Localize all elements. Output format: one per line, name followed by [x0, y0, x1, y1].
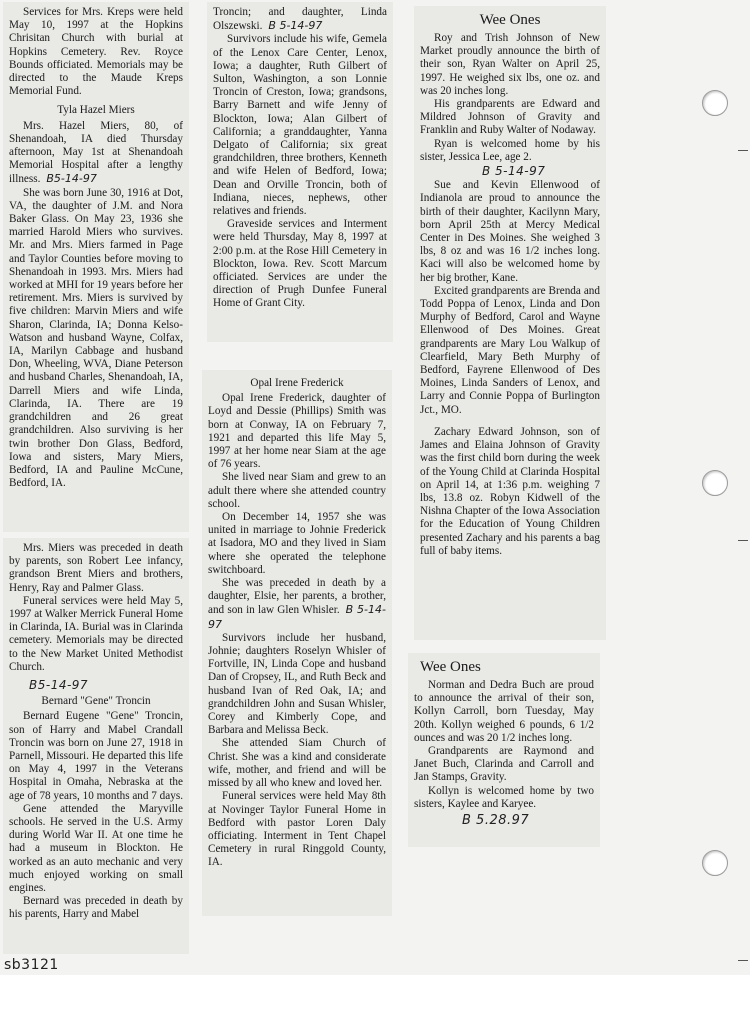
handwritten-date: B 5.28.97 — [462, 813, 530, 829]
handwritten-date: B 5-14-97 — [268, 19, 323, 33]
kreps-services-paragraph: Services for Mrs. Kreps were held May 10, 1997 at the Hopkins Chrisitan Church with burial at Hopkins Cemetery. Rev. Royce Bounds officiated. Memorials may be directed to the Maude Kreps Memorial Fund. — [9, 6, 183, 98]
binder-hole-top — [702, 90, 728, 116]
frederick-school-paragraph: She lived near Siam and grew to an adult there where she attended country school. — [208, 471, 386, 510]
handwritten-date: B 5-14-97 — [208, 603, 386, 631]
frederick-church-paragraph: She attended Siam Church of Christ. She was a kind and considerate wife, mother, and friend and will be missed by all who knew and loved her. — [208, 737, 386, 790]
binder-hole-middle — [702, 470, 728, 496]
obituary-title: Tyla Hazel Miers — [57, 104, 135, 117]
obituary-title: Bernard "Gene" Troncin — [41, 695, 151, 708]
clipping-frederick-obituary — [202, 370, 392, 916]
johnson-grandparents-paragraph: His grandparents are Edward and Mildred Johnson of Gravity and Franklin and Ruby Walter of Nodaway. — [420, 98, 600, 137]
ellenwood-grandparents-paragraph: Excited grandparents are Brenda and Todd Poppa of Lenox, Linda and Don Murphy of Bedford, Carol and Wayne Ellenwood of Des Moines. Great grandparents are Mary Lou Walkup of Clearfield, Mary Beth Murphy of Bedford, Fayrene Ellenwood of Des Moines, Linda Sanders of Lenox, and Larry and Connie Poppa of Burlington Jct., MO. — [420, 284, 600, 416]
binder-hole-bottom — [702, 850, 728, 876]
page-reference-mark: sb3121 — [4, 957, 59, 973]
troncin-survivors-paragraph: Survivors include his wife, Gemela of the Lenox Care Center, Lenox, Iowa; a daughter, Ruth Gilbert of Sulton, Washington, a son Lonnie Troncin of Creston, Iowa; grandsons, Barry Barnett and wife Jenny of Blockton, Iowa; Alan Gilbert of California; a granddaughter, Yanna Delgato of California; six great grandchildren, three brothers, Kenneth and wife Helen of Bedford, Iowa; Dean and Orville Troncin, both of Indiana, nieces, nephews, other relatives and friends. — [213, 33, 387, 218]
clipping-miers-obituary — [3, 2, 189, 532]
troncin-preceded-paragraph: Bernard was preceded in death by his parents, Harry and Mabel — [9, 895, 183, 921]
section-heading: Wee Ones — [420, 659, 481, 675]
buch-grandparents-paragraph: Grandparents are Raymond and Janet Buch, Clarinda and Carroll and Jan Stamps, Gravity. — [414, 745, 594, 784]
clipping-wee-ones-2 — [408, 653, 600, 847]
frederick-preceded-paragraph: She was preceded in death by a daughter, Elsie, her parents, a brother, and son in law Glen Whisler. B 5-14-97 — [208, 577, 386, 631]
troncin-birth-paragraph: Bernard Eugene "Gene" Troncin, son of Harry and Mabel Crandall Troncin was born on June 27, 1918 in Parnell, Missouri. He departed this life on May 4, 1997 in the Veterans Hospital in Omaha, Nebraska at the age of 78 years, 10 months and 7 days. — [9, 710, 183, 802]
frederick-marriage-paragraph: On December 14, 1957 she was united in marriage to Johnie Frederick at Isadora, MO and they lived in Siam where she operated the telephone switchboard. — [208, 511, 386, 576]
handwritten-date: B5-14-97 — [29, 678, 89, 693]
troncin-life-paragraph: Gene attended the Maryville schools. He served in the U.S. Army during World War II. At one time he had a museum in Blockton. He worked as an auto mechanic and very much enjoyed working on small engines. — [9, 802, 183, 895]
johnson-sister-paragraph: Ryan is welcomed home by his sister, Jessica Lee, age 2. — [420, 137, 600, 163]
miers-preceded-paragraph: Mrs. Miers was preceded in death by parents, son Robert Lee infancy, grandson Brent Miers and brothers, Henry, Ray and Palmer Glass. — [9, 542, 183, 594]
troncin-continued-paragraph: Troncin; and daughter, Linda Olszewski. B 5-14-97 — [213, 6, 387, 33]
miers-life-paragraph: She was born June 30, 1916 at Dot, VA, the daughter of J.M. and Nora Baker Glass. On May 23, 1936 she married Harold Miers who survives. Mr. and Mrs. Miers farmed in Page and Taylor Counties before moving to Shenandoah in 1993. Mrs. Miers had worked at MHI for 19 years before her retirement. Mrs. Miers is survived by five children: Marvin Miers and wife Sharon, Clarinda, IA; Donna Kelso-Watson and husband Wayne, Colfax, IA, Marilyn Cabbage and husband Don, Wheeling, WVA, Diane Peterson and husband Charles, Shenandoah, IA, Darrell Miers and wife Linda, Clarinda, IA. There are 19 grandchildren and 26 great grandchildren. Also surviving is her twin brother Don Glass, Bedford, Iowa and sisters, Mary Miers, Bedford, IA and Pauline McCune, Bedford, IA. — [9, 186, 183, 490]
frederick-funeral-paragraph: Funeral services were held May 8th at Novinger Taylor Funeral Home in Bedford with pastor Loren Daly officiating. Interment in Tent Chapel Cemetery in rural Ringgold County, IA. — [208, 790, 386, 869]
margin-tick — [738, 540, 748, 541]
troncin-services-paragraph: Graveside services and Interment were held Thursday, May 8, 1997 at 2:00 p.m. at the Rose Hill Cemetery in Blockton, Iowa. Rev. Scott Marcum officiated. Services are under the direction of Prugh Dunfee Funeral Home of Grant City. — [213, 218, 387, 310]
frederick-survivors-paragraph: Survivors include her husband, Johnie; daughters Roselyn Whisler of Fortville, IN, Linda Cope and husband Dan of Cropsey, IL, and Ruth Beck and husband Ivan of Red Oak, IA; and grandchildren John and Susan Whisler, Corey and Kimberly Cope, and Barbara and Melissa Beck. — [208, 631, 386, 737]
obituary-title: Opal Irene Frederick — [250, 377, 344, 389]
margin-tick — [738, 960, 748, 961]
margin-tick — [738, 150, 748, 151]
page-bottom-margin — [0, 975, 750, 1033]
buch-birth-paragraph: Norman and Dedra Buch are proud to announce the arrival of their son, Kollyn Carroll, born Tuesday, May 20th. Kollyn weighed 6 pounds, 6 1/2 ounces and was 20 1/2 inches long. — [414, 679, 594, 744]
buch-sisters-paragraph: Kollyn is welcomed home by two sisters, Kaylee and Karyee. — [414, 784, 594, 810]
ellenwood-birth-paragraph: Sue and Kevin Ellenwood of Indianola are proud to announce the birth of their daughter, Kacilynn Mary, born April 25th at Mercy Medical Center in Des Moines. She weighed 3 lbs, 8 oz and was 16 1/2 inches long. Kaci will also be welcomed home by her big brother, Kane. — [420, 179, 600, 284]
section-heading: Wee Ones — [479, 12, 541, 28]
miers-funeral-paragraph: Funeral services were held May 5, 1997 at Walker Merrick Funeral Home in Clarinda, IA. Burial was in Clarinda cemetery. Memorials may be directed to the New Market United Methodist Church. — [9, 594, 183, 673]
clipping-wee-ones-1 — [414, 6, 606, 640]
clipping-troncin-obituary — [3, 538, 189, 954]
handwritten-date: B5-14-97 — [46, 172, 97, 186]
zachary-johnson-paragraph: Zachary Edward Johnson, son of James and Elaina Johnson of Gravity was the first child born during the week of the Young Child at Clarinda Hospital on April 14, at 1:36 p.m. weighing 7 lbs, 13.8 oz. Robyn Kidwell of the Nishna Chapter of the Iowa Association for the Education of Young Children presented Zachary and his parents a bag full of baby items. — [420, 425, 600, 557]
frederick-birth-paragraph: Opal Irene Frederick, daughter of Loyd and Dessie (Phillips) Smith was born at Conway, IA on February 7, 1921 and departed this life May 5, 1997 at her home near Siam at the age of 76 years. — [208, 392, 386, 471]
miers-death-paragraph: Mrs. Hazel Miers, 80, of Shenandoah, IA died Thursday afternoon, May 1st at Shenandoah Memorial Hospital after a lengthy illness. B5-14-97 — [9, 119, 183, 186]
clipping-troncin-continued — [207, 2, 393, 342]
handwritten-date: B 5-14-97 — [482, 164, 546, 179]
johnson-birth-paragraph: Roy and Trish Johnson of New Market proudly announce the birth of their son, Ryan Walter on April 25, 1997. He weighed six lbs, one oz. and was 20 inches long. — [420, 32, 600, 97]
